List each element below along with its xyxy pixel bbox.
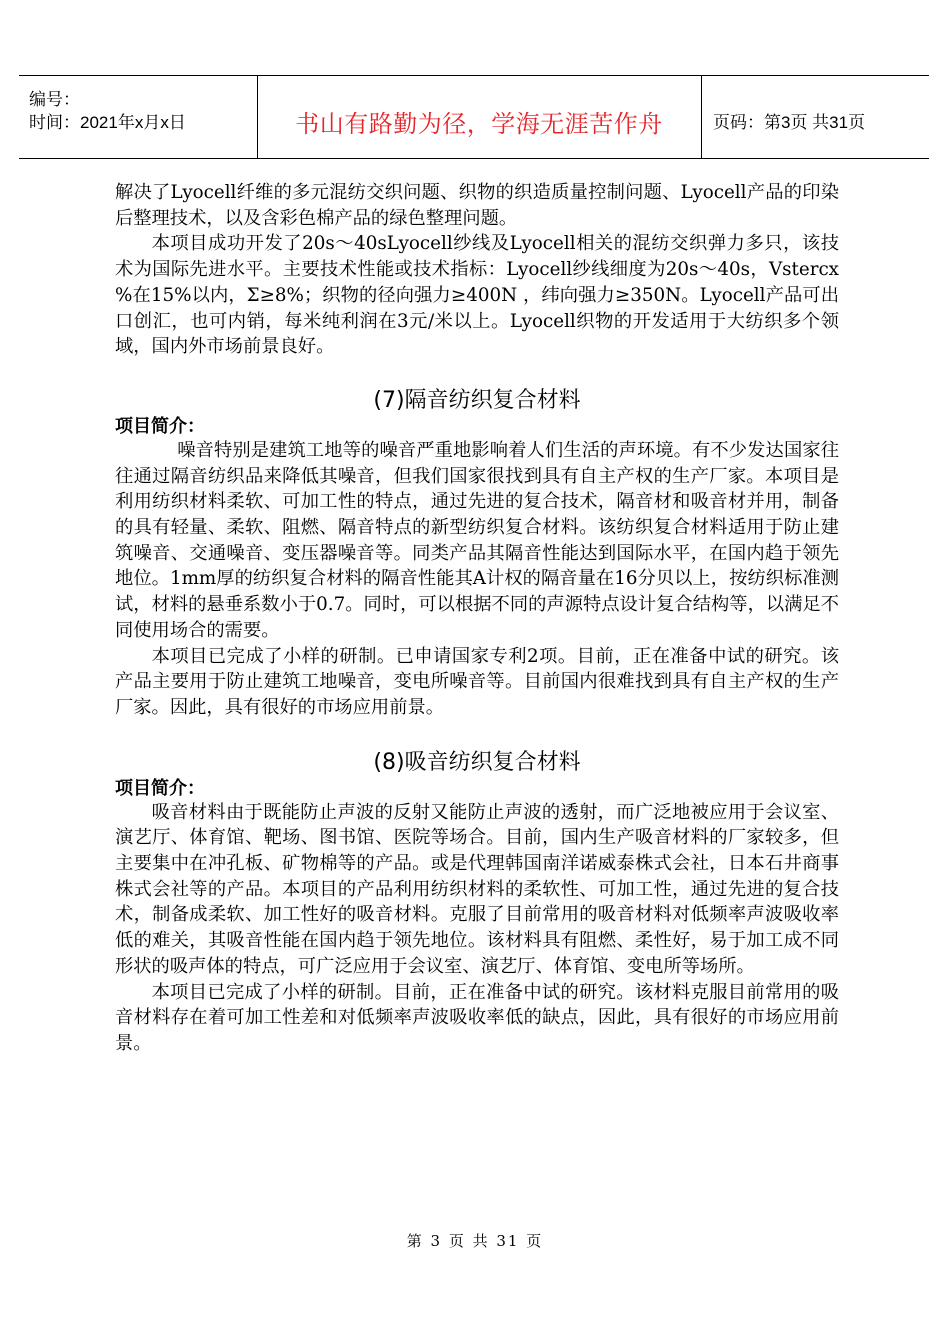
- time-label: 时间：2021年x月x日: [29, 113, 186, 132]
- header-info-cell: [19, 76, 258, 158]
- intro-paragraph-1: 解决了Lyocell纤维的多元混纺交织问题、织物的织造质量控制问题、Lyocell产品的印染后整理技术，以及含彩色棉产品的绿色整理问题。: [115, 182, 839, 229]
- section-7-title: (7)隔音纺织复合材料: [373, 387, 581, 413]
- section-8-paragraph-2: 本项目已完成了小样的研制。目前，正在准备中试的研究。该材料克服目前常用的吸音材料存在着可加工性差和对低频率声波吸收率低的缺点，因此，具有很好的市场应用前景。: [115, 981, 839, 1054]
- section-8-paragraph-1: 吸音材料由于既能防止声波的反射又能防止声波的透射，而广泛地被应用于会议室、演艺厅、体育馆、靶场、图书馆、医院等场合。目前，国内生产吸音材料的厂家较多，但主要集中在冲孔板、矿物棉等的产品。或是代理韩国南洋诺威泰株式会社，日本石井商事株式会社等的产品。本项目的产品利用纺织材料的柔软性、可加工性，通过先进的复合技术，制备成柔软、加工性好的吸音材料。克服了目前常用的吸音材料对低频率声波吸收率低的难关，其吸音性能在国内趋于领先地位。该材料具有阻燃、柔性好，易于加工成不同形状的吸声体的特点，可广泛应用于会议室、演艺厅、体育馆、变电所等场所。: [115, 801, 839, 977]
- header-page-cell: [701, 76, 929, 158]
- page-code: 页码：第3页 共31页: [713, 113, 866, 132]
- header-motto-cell: [257, 76, 702, 158]
- page-footer: 第 3 页 共 31 页: [406, 1232, 544, 1250]
- document-header: [19, 75, 929, 159]
- section-7-label: 项目简介：: [115, 415, 205, 437]
- document-body: [115, 180, 839, 1057]
- intro-paragraph-2: 本项目成功开发了20s～40sLyocell纱线及Lyocell相关的混纺交织弹力多只，该技术为国际先进水平。主要技术性能或技术指标：Lyocell纱线细度为20s～40s，Vstercx %在15%以内，Σ≥8%；织物的径向强力≥400N ，纬向强力≥350N。Lyocell产品可出口创汇，也可内销，每米纯利润在3元/米以上。Lyocell织物的开发适用于大纺织多个领域，国内外市场前景良好。: [115, 233, 839, 358]
- section-7-paragraph-1: 噪音特别是建筑工地等的噪音严重地影响着人们生活的声环境。有不少发达国家往往通过隔音纺织品来降低其噪音，但我们国家很找到具有自主产权的生产厂家。本项目是利用纺织材料柔软、可加工性的特点，通过先进的复合技术，隔音材和吸音材并用，制备的具有轻量、柔软、阻燃、隔音特点的新型纺织复合材料。该纺织复合材料适用于防止建筑噪音、交通噪音、变压器噪音等。同类产品其隔音性能达到国际水平，在国内趋于领先地位。1mm厚的纺织复合材料的隔音性能其A计权的隔音量在16分贝以上，按纺织标准测试，材料的悬垂系数小于0.7。同时，可以根据不同的声源特点设计复合结构等，以满足不同使用场合的需要。: [115, 439, 839, 641]
- section-8-title: (8)吸音纺织复合材料: [373, 749, 581, 775]
- motto-text: 书山有路勤为径，学海无涯苦作舟: [295, 110, 663, 138]
- serial-label: 编号：: [29, 90, 80, 109]
- section-7-paragraph-2: 本项目已完成了小样的研制。已申请国家专利2项。目前，正在准备中试的研究。该产品主要用于防止建筑工地噪音，变电所噪音等。目前国内很难找到具有自主产权的生产厂家。因此，具有很好的市场应用前景。: [115, 645, 839, 718]
- section-8-label: 项目简介：: [115, 777, 205, 799]
